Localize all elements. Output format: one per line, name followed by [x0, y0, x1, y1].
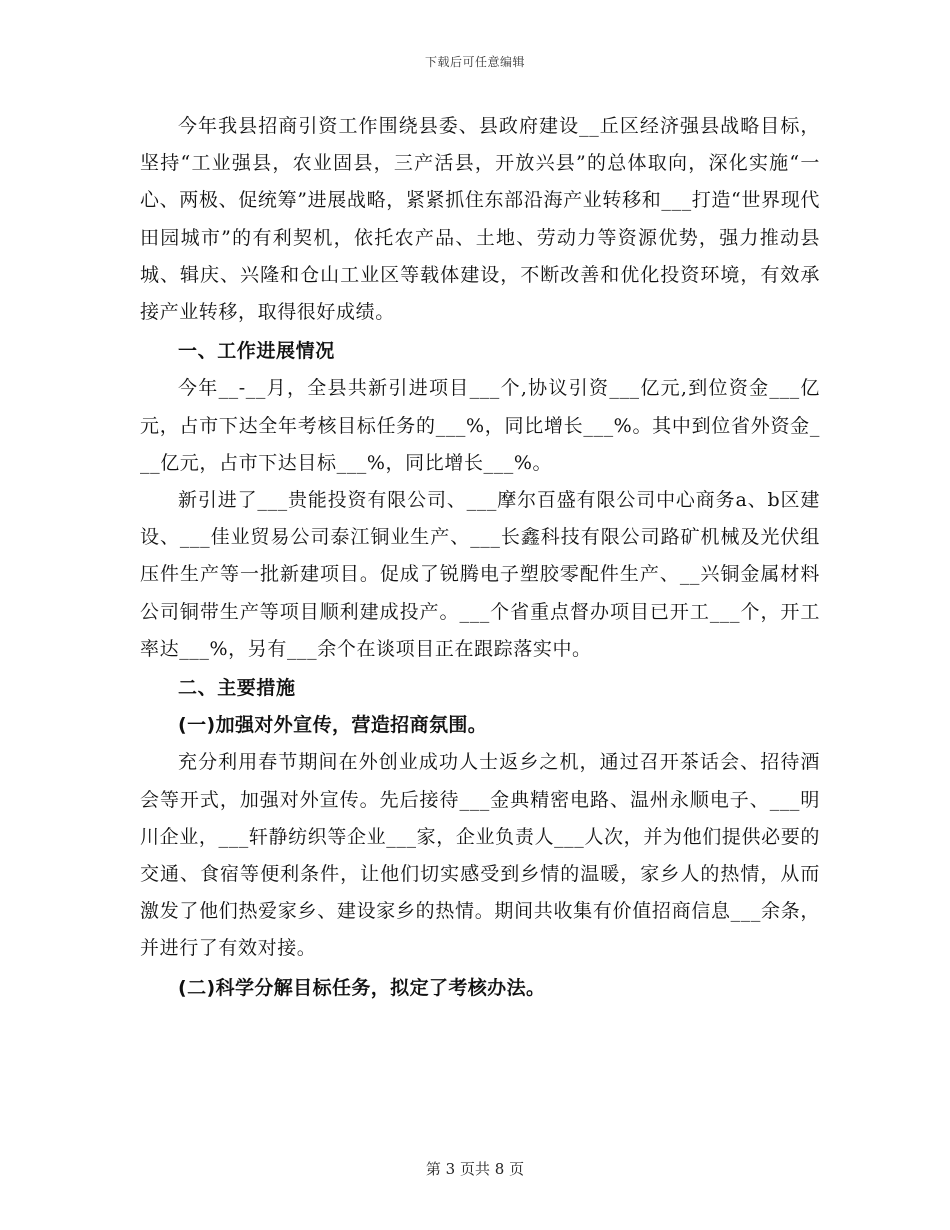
section-heading-measures: 二、主要措施 [178, 677, 296, 700]
page-header: 下载后可任意编辑 [424, 55, 525, 69]
progress-paragraph-1: 今年__-__月，全县共新引进项目___个,协议引资___亿元,到位资金___亿元，占市下达全年考核目标任务的___%，同比增长___%。其中到位省外资金___亿元，占市下达目标___%，同比增长___%。 [140, 377, 820, 474]
page-number: 第 3 页共 8 页 [425, 1160, 525, 1178]
publicity-paragraph: 充分利用春节期间在外创业成功人士返乡之机，通过召开茶话会、招待酒会等开式，加强对外宣传。先后接待___金典精密电路、温州永顺电子、___明川企业，___轩静纺织等企业___家，企业负责人___人次，并为他们提供必要的交通、食宿等便利条件，让他们切实感受到乡情的温暖，家乡人的热情，从而激发了他们热爱家乡、建设家乡的热情。期间共收集有价值招商信息___余条，并进行了有效对接。 [140, 751, 820, 960]
document-body [140, 108, 820, 1007]
progress-paragraph-2: 新引进了___贵能投资有限公司、___摩尔百盛有限公司中心商务a、b区建设、___佳业贸易公司泰江铜业生产、___长鑫科技有限公司路矿机械及光伏组压件生产等一批新建项目。促成了锐腾电子塑胶零配件生产、__兴铜金属材料公司铜带生产等项目顺利建成投产。___个省重点督办项目已开工___个，开工率达___%，另有___余个在谈项目正在跟踪落实中。 [140, 489, 820, 660]
subheading-targets: (二)科学分解目标任务，拟定了考核办法。 [178, 976, 546, 999]
subheading-publicity: (一)加强对外宣传，营造招商氛围。 [178, 714, 488, 737]
intro-paragraph: 今年我县招商引资工作围绕县委、县政府建设__丘区经济强县战略目标，坚持“工业强县，农业固县，三产活县，开放兴县”的总体取向，深化实施“一心、两极、促统筹”进展战略，紧紧抓住东部沿海产业转移和___打造“世界现代田园城市”的有利契机，依托农产品、土地、劳动力等资源优势，强力推动县城、辑庆、兴隆和仓山工业区等载体建设，不断改善和优化投资环境，有效承接产业转移，取得很好成绩。 [140, 115, 820, 324]
section-heading-progress: 一、工作进展情况 [178, 340, 335, 363]
